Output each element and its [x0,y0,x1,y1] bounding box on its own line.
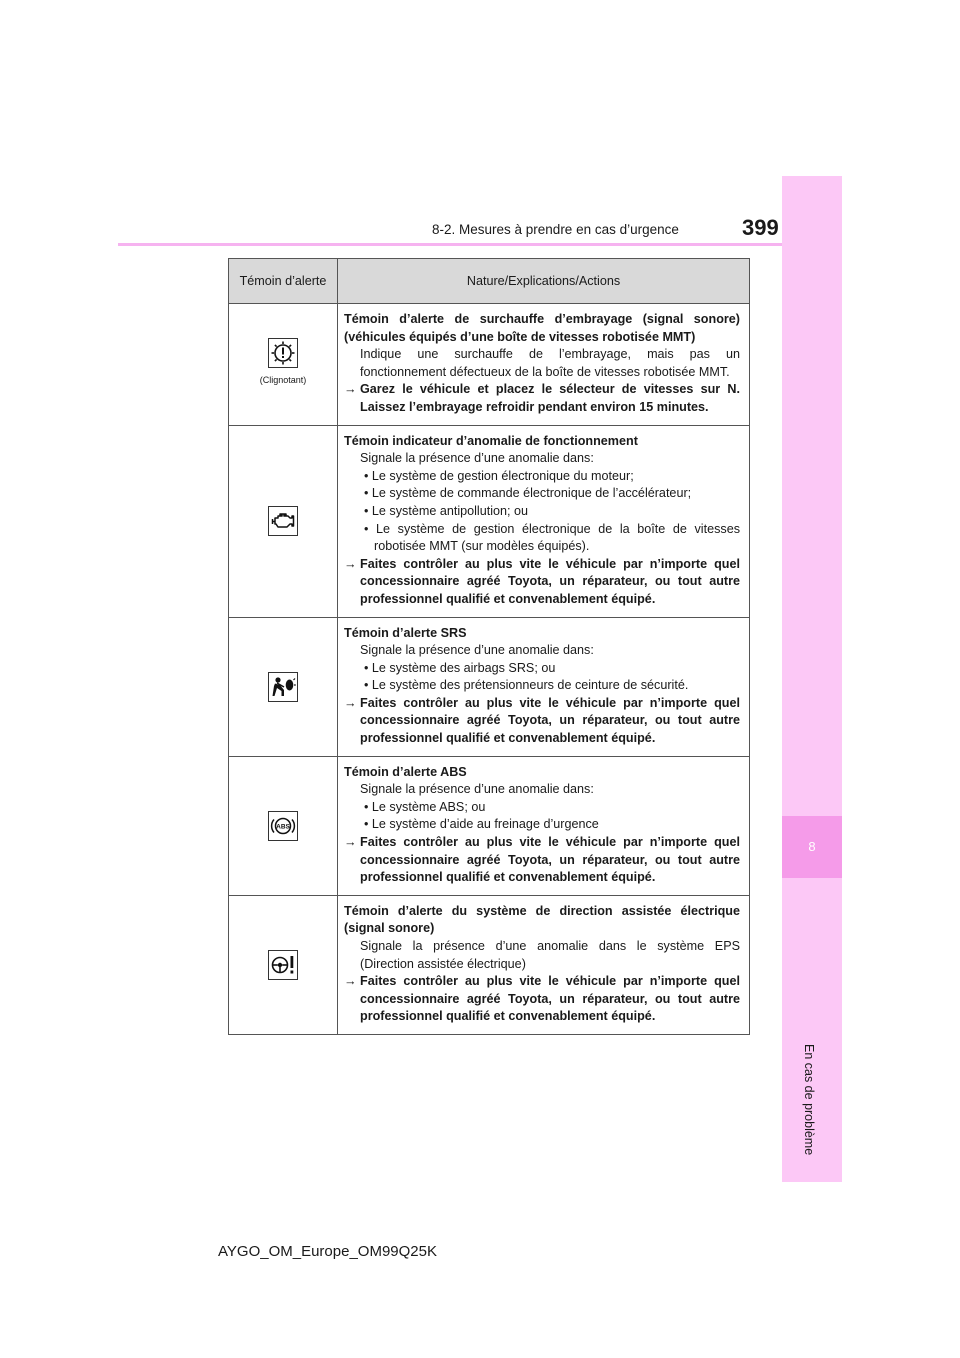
header-divider [118,243,842,246]
description-cell [338,756,750,895]
row-description: Signale la présence d’une anomalie dans: [360,643,594,658]
row-title: Témoin d’alerte de surchauffe d’embrayage (signal sonore) (véhicules équipés d’une boîte de vitesses robotisée MMT) [344,312,740,344]
list-item: • Le système de gestion électronique de la boîte de vitesses robotisée MMT (sur modèles équipés). [364,521,740,554]
row-title: Témoin d’alerte du système de direction assistée électrique (signal sonore) [344,903,740,936]
row-description: Indique une surchauffe de l’embrayage, mais pas un fonctionnement défectueux de la boîte de vitesses robotisée MMT. [360,347,740,379]
description-cell [338,304,750,426]
list-item: • Le système de gestion électronique du moteur; [364,468,634,483]
icon-cell [229,895,338,1034]
table-row [229,895,750,1034]
warning-lights-table [228,258,750,1035]
table-header-row [229,259,750,304]
chapter-label: En cas de problème [802,1044,816,1156]
list-item: • Le système d’aide au freinage d’urgence [364,817,599,832]
row-action: → Faites contrôler au plus vite le véhicule par n’importe quel concessionnaire agréé Toyota, un réparateur, ou tout autre professionnel qualifié et convenablement équipé. [344,974,740,1024]
row-action: → Faites contrôler au plus vite le véhicule par n’importe quel concessionnaire agréé Toyota, un réparateur, ou tout autre professionnel qualifié et convenablement équipé. [344,556,740,606]
row-description: Signale la présence d’une anomalie dans: [360,782,594,797]
row-action: → Garez le véhicule et placez le sélecteur de vitesses sur N. Laissez l’embrayage refroidir pendant environ 15 minutes. [344,382,740,414]
row-action: → Faites contrôler au plus vite le véhicule par n’importe quel concessionnaire agréé Toyota, un réparateur, ou tout autre professionnel qualifié et convenablement équipé. [344,695,740,746]
icon-cell [229,756,338,895]
row-description: Signale la présence d’une anomalie dans: [360,451,594,466]
list-item: • Le système ABS; ou [364,799,486,814]
page-number: 399 [742,215,779,240]
icon-cell [229,304,338,426]
description-cell [338,617,750,756]
eps-steering-warning-icon [268,950,298,980]
table-row [229,425,750,617]
table-row [229,617,750,756]
arrow-icon: → [344,556,357,571]
description-cell [338,425,750,617]
column-header-description: Nature/Explications/Actions [338,259,750,304]
abs-label: ABS [276,823,290,831]
arrow-icon: → [344,695,357,710]
description-cell [338,895,750,1034]
engine-malfunction-indicator-icon [268,506,298,536]
document-code: AYGO_OM_Europe_OM99Q25K [218,1243,437,1260]
row-title: Témoin d’alerte ABS [344,764,467,779]
row-title: Témoin d’alerte SRS [344,625,467,640]
list-item: • Le système des prétensionneurs de ceinture de sécurité. [364,678,689,693]
chapter-number: 8 [782,816,842,878]
arrow-icon: → [344,835,357,850]
table-row [229,304,750,426]
srs-airbag-warning-icon [268,672,298,702]
chapter-side-tab [782,176,842,1182]
abs-warning-icon [268,811,298,841]
arrow-icon: → [344,382,357,397]
clutch-overheat-warning-icon [268,338,298,368]
icon-cell [229,425,338,617]
table-row [229,756,750,895]
icon-cell [229,617,338,756]
section-title: 8-2. Mesures à prendre en cas d’urgence [432,222,679,237]
icon-caption: (Clignotant) [259,375,307,386]
list-item: • Le système des airbags SRS; ou [364,660,556,675]
list-item: • Le système antipollution; ou [364,503,529,518]
row-title: Témoin indicateur d’anomalie de fonctionnement [344,433,638,448]
column-header-icon: Témoin d’alerte [229,259,338,304]
arrow-icon: → [344,974,357,989]
list-item: • Le système de commande électronique de l’accélérateur; [364,486,692,501]
row-action: → Faites contrôler au plus vite le véhicule par n’importe quel concessionnaire agréé Toyota, un réparateur, ou tout autre professionnel qualifié et convenablement équipé. [344,835,740,885]
row-description: Signale la présence d’une anomalie dans le système EPS (Direction assistée électrique) [360,939,740,971]
